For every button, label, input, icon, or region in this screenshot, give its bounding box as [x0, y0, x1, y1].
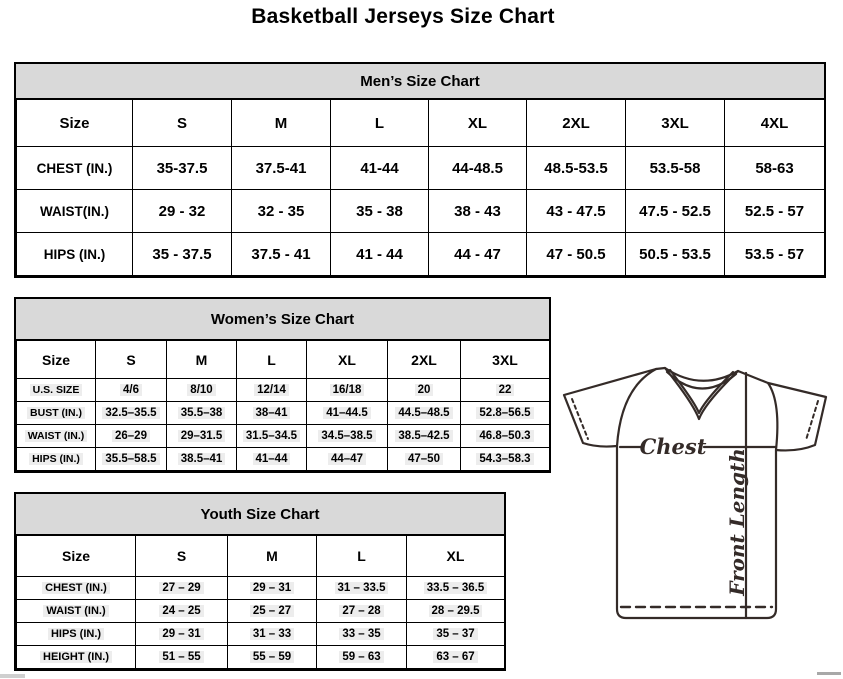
cell-text: 31 – 33.5	[335, 582, 389, 594]
row-label-cell	[17, 577, 136, 600]
cell-text: 35 - 38	[356, 202, 403, 220]
row-label-cell	[17, 425, 96, 448]
cell-text: 25 – 27	[250, 605, 294, 617]
column-header-cell	[307, 341, 388, 379]
cell-text: 47 - 50.5	[546, 245, 606, 263]
data-cell	[167, 379, 237, 402]
cell-text: XL	[338, 351, 356, 368]
cell-text: 41-44	[360, 159, 399, 177]
cell-text: WAIST (IN.)	[43, 605, 108, 617]
cell-text: 50.5 - 53.5	[639, 245, 711, 263]
data-cell	[461, 402, 550, 425]
cell-text: 3XL	[661, 114, 689, 132]
womens-chart-header: Women’s Size Chart	[16, 299, 549, 340]
cell-text: L	[267, 351, 276, 368]
data-cell	[407, 600, 505, 623]
row-label-cell	[17, 233, 133, 276]
cell-text: Size	[59, 114, 90, 132]
cell-text: 29 – 31	[250, 582, 294, 594]
cell-text: 51 – 55	[159, 651, 203, 663]
cell-text: U.S. SIZE	[30, 384, 83, 396]
column-header-cell	[96, 341, 167, 379]
cell-text: 29–31.5	[178, 430, 226, 442]
data-cell	[133, 147, 232, 190]
data-cell	[136, 577, 228, 600]
cell-text: 43 - 47.5	[546, 202, 606, 220]
cell-text: M	[274, 114, 288, 132]
youth-size-chart-table	[14, 492, 506, 671]
data-cell	[725, 147, 825, 190]
cell-text: 44-48.5	[452, 159, 503, 177]
chest-label: Chest	[639, 434, 707, 459]
data-cell	[307, 379, 388, 402]
data-cell	[136, 646, 228, 669]
data-cell	[317, 600, 407, 623]
data-cell	[96, 448, 167, 471]
page-title: Basketball Jerseys Size Chart	[251, 5, 555, 28]
table-row	[17, 147, 825, 190]
mens-size-table	[16, 99, 825, 276]
data-cell	[527, 233, 626, 276]
data-cell	[626, 233, 725, 276]
youth-chart-header: Youth Size Chart	[16, 494, 504, 535]
cell-text: 35 – 37	[433, 628, 477, 640]
cell-text: 20	[415, 384, 434, 396]
column-header-cell	[725, 100, 825, 147]
table-row	[17, 233, 825, 276]
data-cell	[461, 425, 550, 448]
cell-text: 37.5-41	[255, 159, 307, 177]
column-header-cell	[136, 536, 228, 577]
cell-text: 41–44	[253, 453, 291, 465]
cell-text: Size	[61, 548, 90, 564]
cell-text: 41 - 44	[356, 245, 403, 263]
cell-text: 58-63	[755, 159, 794, 177]
cell-text: 52.5 - 57	[744, 202, 805, 220]
cell-text: 55 – 59	[250, 651, 294, 663]
column-header-cell	[17, 536, 136, 577]
column-header-cell	[228, 536, 317, 577]
cell-text: 44.5–48.5	[395, 407, 452, 419]
cell-text: 31.5–34.5	[243, 430, 300, 442]
cell-text: M	[266, 548, 278, 564]
data-cell	[136, 623, 228, 646]
data-cell	[237, 425, 307, 448]
cell-text: 2XL	[411, 351, 437, 368]
data-cell	[407, 646, 505, 669]
right-armhole-seam	[768, 383, 777, 450]
jersey-measurement-diagram	[558, 352, 843, 647]
data-cell	[725, 190, 825, 233]
cell-text: 48.5-53.5	[544, 159, 608, 177]
data-cell	[167, 448, 237, 471]
cell-text: XL	[467, 114, 488, 132]
cell-text: 46.8–50.3	[476, 430, 533, 442]
row-label-cell	[17, 646, 136, 669]
column-header-cell	[461, 341, 550, 379]
cell-text: 54.3–58.3	[476, 453, 533, 465]
cell-text: 12/14	[254, 384, 289, 396]
cell-text: 24 – 25	[159, 605, 203, 617]
cell-text: 38.5–41	[178, 453, 226, 465]
row-label-cell	[17, 623, 136, 646]
column-header-cell	[133, 100, 232, 147]
data-cell	[237, 379, 307, 402]
cell-text: Size	[41, 351, 70, 368]
column-header-cell	[527, 100, 626, 147]
cell-text: 29 - 32	[158, 202, 206, 220]
cell-text: HIPS (IN.)	[48, 628, 104, 640]
cell-text: 53.5 - 57	[744, 245, 805, 263]
table-row	[17, 448, 550, 471]
data-cell	[331, 190, 429, 233]
column-header-cell	[232, 100, 331, 147]
column-header-row	[17, 100, 825, 147]
mens-size-chart-table	[14, 62, 826, 278]
cell-text: WAIST(IN.)	[40, 203, 109, 219]
data-cell	[388, 402, 461, 425]
cell-text: L	[374, 114, 385, 132]
row-label-cell	[17, 402, 96, 425]
data-cell	[232, 190, 331, 233]
cell-text: 38 - 43	[454, 202, 501, 220]
cell-text: 22	[496, 384, 515, 396]
cell-text: 34.5–38.5	[318, 430, 375, 442]
table-row	[17, 623, 505, 646]
data-cell	[133, 233, 232, 276]
cell-text: 27 – 29	[159, 582, 203, 594]
right-cuff-dashed-line	[806, 401, 818, 440]
data-cell	[167, 425, 237, 448]
cell-text: 4XL	[760, 114, 789, 132]
cell-text: WAIST (IN.)	[25, 430, 88, 442]
cell-text: 27 – 28	[339, 605, 383, 617]
cell-text: 53.5-58	[649, 159, 701, 177]
table-row	[17, 600, 505, 623]
cell-text: 35 - 37.5	[152, 245, 212, 263]
cropped-edge-fragment-right	[817, 672, 841, 675]
cell-text: S	[126, 351, 136, 368]
column-header-cell	[429, 100, 527, 147]
column-header-cell	[331, 100, 429, 147]
cell-text: CHEST (IN.)	[42, 582, 110, 594]
data-cell	[388, 448, 461, 471]
cell-text: L	[357, 548, 366, 564]
data-cell	[96, 402, 167, 425]
youth-size-table	[16, 535, 505, 669]
row-label-cell	[17, 147, 133, 190]
column-header-cell	[317, 536, 407, 577]
cell-text: 4/6	[120, 384, 142, 396]
column-header-cell	[17, 341, 96, 379]
cell-text: 32 - 35	[257, 202, 305, 220]
data-cell	[626, 147, 725, 190]
cell-text: 38.5–42.5	[395, 430, 452, 442]
cell-text: HIPS (IN.)	[29, 453, 83, 465]
cell-text: 3XL	[492, 351, 518, 368]
cell-text: 63 – 67	[433, 651, 477, 663]
data-cell	[317, 623, 407, 646]
cell-text: CHEST (IN.)	[36, 160, 113, 176]
cell-text: HIPS (IN.)	[43, 246, 106, 262]
cell-text: 26–29	[112, 430, 150, 442]
cell-text: 37.5 - 41	[251, 245, 311, 263]
cell-text: 31 – 33	[250, 628, 294, 640]
cell-text: 8/10	[187, 384, 215, 396]
cell-text: S	[176, 548, 187, 564]
data-cell	[228, 600, 317, 623]
cell-text: 44 - 47	[454, 245, 501, 263]
cell-text: 35.5–58.5	[102, 453, 159, 465]
table-row	[17, 379, 550, 402]
data-cell	[307, 425, 388, 448]
data-cell	[429, 233, 527, 276]
row-label-cell	[17, 600, 136, 623]
cell-text: 28 – 29.5	[429, 605, 483, 617]
column-header-cell	[626, 100, 725, 147]
cell-text: 52.8–56.5	[476, 407, 533, 419]
row-label-cell	[17, 448, 96, 471]
table-row	[17, 646, 505, 669]
data-cell	[228, 623, 317, 646]
column-header-cell	[167, 341, 237, 379]
womens-size-table	[16, 340, 550, 471]
data-cell	[388, 425, 461, 448]
cell-text: 16/18	[330, 384, 365, 396]
column-header-cell	[388, 341, 461, 379]
data-cell	[527, 190, 626, 233]
data-cell	[167, 402, 237, 425]
data-cell	[228, 646, 317, 669]
data-cell	[96, 379, 167, 402]
cell-text: M	[195, 351, 208, 368]
cell-text: 29 – 31	[159, 628, 203, 640]
data-cell	[331, 233, 429, 276]
cell-text: 47–50	[405, 453, 443, 465]
row-label-cell	[17, 190, 133, 233]
cell-text: 2XL	[562, 114, 590, 132]
data-cell	[237, 448, 307, 471]
data-cell	[232, 147, 331, 190]
data-cell	[96, 425, 167, 448]
data-cell	[429, 147, 527, 190]
cell-text: 38–41	[253, 407, 291, 419]
column-header-cell	[237, 341, 307, 379]
data-cell	[461, 379, 550, 402]
data-cell	[237, 402, 307, 425]
cell-text: 33 – 35	[339, 628, 383, 640]
column-header-row	[17, 536, 505, 577]
data-cell	[307, 448, 388, 471]
cell-text: 59 – 63	[339, 651, 383, 663]
cropped-edge-fragment-left	[0, 674, 25, 678]
column-header-cell	[17, 100, 133, 147]
data-cell	[307, 402, 388, 425]
cell-text: 35-37.5	[156, 159, 208, 177]
table-row	[17, 425, 550, 448]
data-cell	[527, 147, 626, 190]
cell-text: 47.5 - 52.5	[639, 202, 711, 220]
data-cell	[626, 190, 725, 233]
mens-chart-header: Men’s Size Chart	[16, 64, 824, 99]
column-header-cell	[407, 536, 505, 577]
data-cell	[317, 646, 407, 669]
data-cell	[331, 147, 429, 190]
data-cell	[429, 190, 527, 233]
data-cell	[317, 577, 407, 600]
cell-text: 33.5 – 36.5	[424, 582, 488, 594]
data-cell	[133, 190, 232, 233]
front-length-label: Front Length	[725, 448, 749, 596]
data-cell	[136, 600, 228, 623]
cell-text: 35.5–38	[178, 407, 226, 419]
womens-size-chart-table	[14, 297, 551, 473]
cell-text: 44–47	[328, 453, 366, 465]
data-cell	[407, 623, 505, 646]
cell-text: S	[176, 114, 187, 132]
table-row	[17, 402, 550, 425]
cell-text: BUST (IN.)	[27, 407, 85, 419]
cell-text: HEIGHT (IN.)	[40, 651, 112, 663]
data-cell	[407, 577, 505, 600]
data-cell	[232, 233, 331, 276]
row-label-cell	[17, 379, 96, 402]
column-header-row	[17, 341, 550, 379]
cell-text: XL	[446, 548, 465, 564]
data-cell	[388, 379, 461, 402]
cell-text: 32.5–35.5	[102, 407, 159, 419]
table-row	[17, 577, 505, 600]
data-cell	[725, 233, 825, 276]
table-row	[17, 190, 825, 233]
data-cell	[228, 577, 317, 600]
data-cell	[461, 448, 550, 471]
cell-text: 41–44.5	[323, 407, 371, 419]
